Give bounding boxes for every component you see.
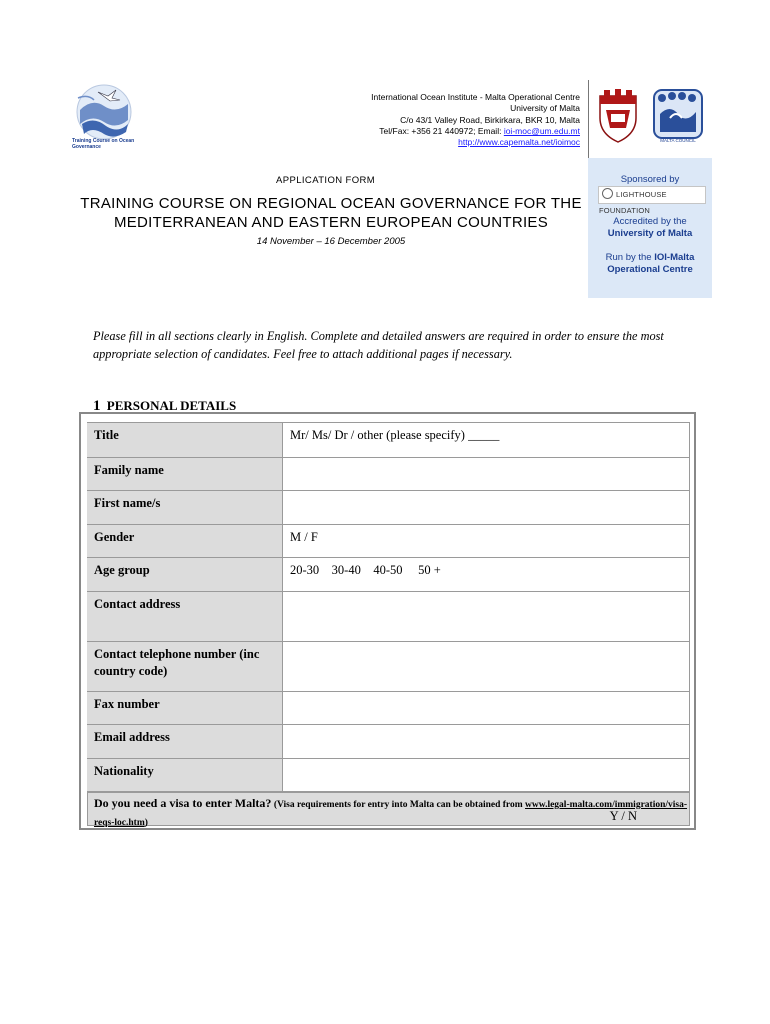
visa-info-link[interactable]: www.legal-malta.com/immigration/visa-reqs-loc.htm — [94, 800, 688, 828]
field-label: Family name — [87, 458, 283, 491]
field-label: First name/s — [87, 491, 283, 525]
address-line-contact — [330, 126, 580, 137]
field-row-family-name — [87, 458, 690, 491]
tel-fax-text: Tel/Fax: +356 21 440972; Email: — [379, 125, 504, 136]
lighthouse-foundation-logo — [598, 186, 706, 215]
email-link[interactable]: ioi-moc@um.edu.mt — [503, 125, 580, 136]
field-label: Age group — [87, 558, 283, 592]
nationality-field[interactable] — [283, 759, 690, 792]
email-field[interactable] — [283, 725, 690, 759]
course-title: TRAINING COURSE ON REGIONAL OCEAN GOVERNANCE FOR THE MEDITERRANEAN AND EASTERN EUROPEAN COUNTRIES — [80, 195, 582, 231]
fax-field[interactable] — [283, 692, 690, 725]
field-row-contact-address — [87, 592, 690, 642]
field-row-fax — [87, 692, 690, 725]
foundation-name: LIGHTHOUSE FOUNDATION — [599, 190, 667, 215]
accreditation — [588, 216, 712, 240]
contact-address-field[interactable] — [283, 592, 690, 642]
lighthouse-icon — [602, 188, 613, 199]
field-label: Gender — [87, 525, 283, 558]
council-crest-caption: MALTA COUNCIL — [660, 138, 696, 143]
field-row-telephone — [87, 642, 690, 692]
age-group-field[interactable]: 20-30 30-40 40-50 50 + — [283, 558, 690, 592]
visa-question-row — [87, 792, 690, 826]
family-name-field[interactable] — [283, 458, 690, 491]
field-row-email — [87, 725, 690, 759]
telephone-field[interactable] — [283, 642, 690, 692]
address-line-org: International Ocean Institute - Malta Operational Centre — [371, 92, 580, 102]
field-row-title — [87, 422, 690, 458]
field-row-age-group — [87, 558, 690, 592]
visa-answer-field[interactable]: Y / N — [609, 809, 637, 823]
course-dates: 14 November – 16 December 2005 — [256, 236, 406, 247]
field-row-gender — [87, 525, 690, 558]
field-label: Email address — [87, 725, 283, 759]
university-crest-icon — [596, 88, 640, 144]
address-line-street: C/o 43/1 Valley Road, Birkirkara, BKR 10, Malta — [400, 114, 580, 125]
field-label: Nationality — [87, 759, 283, 792]
form-label: APPLICATION FORM — [276, 175, 376, 186]
logo-caption: Training Course on Ocean Governance — [72, 138, 135, 150]
field-label: Title — [87, 422, 283, 458]
header-address — [330, 92, 580, 148]
visa-note-suffix: ) — [144, 818, 148, 828]
council-crest-icon — [652, 88, 704, 144]
visa-note-prefix: (Visa requirements for entry into Malta can be obtained from — [271, 800, 526, 810]
run-by-1: IOI-Malta — [654, 252, 695, 263]
field-row-first-name — [87, 491, 690, 525]
header-divider — [588, 80, 589, 158]
sponsored-by-label: Sponsored by — [620, 174, 680, 185]
gender-field[interactable]: M / F — [283, 525, 690, 558]
field-label: Contact telephone number (inc country code) — [87, 642, 283, 692]
field-label: Contact address — [87, 592, 283, 642]
address-line-university: University of Malta — [510, 103, 580, 114]
section-number: 1 — [93, 398, 101, 414]
instructions: Please fill in all sections clearly in English. Complete and detailed answers are required in order to ensure the most appropriate selection of candidates. Feel free to attach additional pages if necessary. — [93, 329, 664, 361]
section-title: PERSONAL DETAILS — [106, 398, 237, 413]
sponsor-box — [588, 158, 712, 298]
field-label: Fax number — [87, 692, 283, 725]
run-prefix: Run by the — [605, 252, 655, 263]
website-link[interactable]: http://www.capemalta.net/ioimoc — [458, 137, 580, 148]
visa-question: Do you need a visa to enter Malta? — [94, 796, 272, 810]
accredited-by: University of Malta — [607, 228, 693, 239]
first-name-field[interactable] — [283, 491, 690, 525]
field-row-nationality — [87, 759, 690, 792]
accredited-prefix: Accredited by the — [613, 216, 687, 227]
title-field[interactable]: Mr/ Ms/ Dr / other (please specify) _____ — [283, 422, 690, 458]
run-by — [588, 252, 712, 276]
personal-details-table — [79, 412, 696, 830]
run-by-2: Operational Centre — [607, 264, 693, 275]
